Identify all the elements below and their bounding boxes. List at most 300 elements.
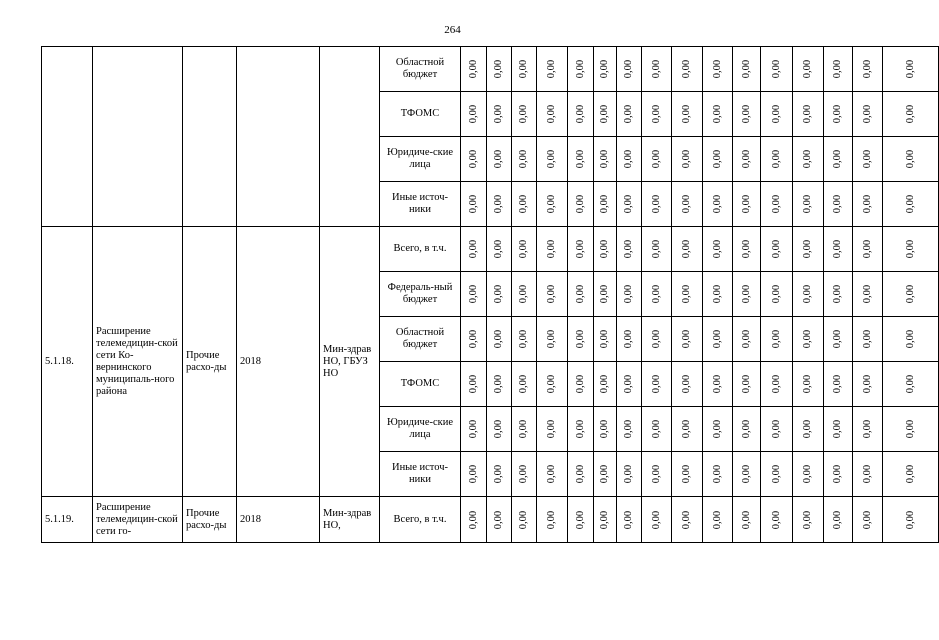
amount-value: 0,00 — [681, 239, 692, 259]
executor-empty — [320, 47, 380, 227]
amount-cell — [487, 272, 512, 317]
amount-cell — [594, 362, 617, 407]
amount-value: 0,00 — [770, 464, 782, 484]
amount-value: 0,00 — [599, 149, 610, 169]
table-row — [42, 227, 939, 272]
amount-cell — [461, 92, 487, 137]
amount-value: 0,00 — [802, 374, 813, 394]
amount-cell — [853, 47, 883, 92]
amount-value: 0,00 — [518, 374, 529, 394]
amount-value: 0,00 — [623, 194, 634, 214]
item-code: 5.1.18. — [42, 227, 93, 497]
amount-value: 0,00 — [861, 374, 873, 394]
amount-value: 0,00 — [904, 510, 916, 529]
amount-cell — [733, 47, 761, 92]
amount-value: 0,00 — [650, 149, 662, 169]
funding-source: Иные источ-ники — [380, 452, 461, 497]
amount-cell — [461, 497, 487, 543]
amount-cell — [703, 137, 733, 182]
amount-value: 0,00 — [832, 329, 843, 349]
amount-value: 0,00 — [711, 419, 723, 439]
amount-value: 0,00 — [467, 510, 479, 529]
amount-value: 0,00 — [574, 59, 586, 79]
amount-cell — [733, 407, 761, 452]
amount-value: 0,00 — [861, 510, 873, 529]
amount-value: 0,00 — [740, 510, 752, 529]
amount-cell — [793, 362, 824, 407]
amount-cell — [793, 182, 824, 227]
amount-cell — [594, 452, 617, 497]
amount-value: 0,00 — [711, 149, 723, 169]
amount-cell — [617, 92, 642, 137]
amount-cell — [824, 407, 853, 452]
amount-value: 0,00 — [802, 239, 813, 259]
amount-value: 0,00 — [467, 239, 479, 259]
amount-value: 0,00 — [518, 329, 529, 349]
amount-cell — [824, 272, 853, 317]
amount-cell — [883, 317, 939, 362]
amount-value: 0,00 — [546, 374, 557, 394]
amount-value: 0,00 — [650, 419, 662, 439]
amount-cell — [761, 407, 793, 452]
amount-value: 0,00 — [467, 149, 479, 169]
amount-value: 0,00 — [546, 464, 557, 484]
amount-cell — [672, 452, 703, 497]
amount-cell — [793, 47, 824, 92]
amount-value: 0,00 — [802, 104, 813, 124]
amount-value: 0,00 — [832, 194, 843, 214]
amount-value: 0,00 — [904, 284, 916, 304]
amount-value: 0,00 — [546, 239, 557, 259]
amount-value: 0,00 — [681, 464, 692, 484]
item-code: 5.1.19. — [42, 497, 93, 543]
budget-table — [41, 46, 939, 543]
amount-value: 0,00 — [711, 284, 723, 304]
amount-value: 0,00 — [650, 59, 662, 79]
amount-cell — [568, 407, 594, 452]
amount-value: 0,00 — [546, 149, 557, 169]
amount-cell — [594, 272, 617, 317]
amount-value: 0,00 — [599, 329, 610, 349]
funding-source: Областной бюджет — [380, 317, 461, 362]
amount-value: 0,00 — [650, 239, 662, 259]
amount-cell — [594, 182, 617, 227]
amount-cell — [487, 497, 512, 543]
amount-value: 0,00 — [832, 104, 843, 124]
amount-value: 0,00 — [740, 284, 752, 304]
amount-value: 0,00 — [832, 374, 843, 394]
amount-cell — [824, 227, 853, 272]
amount-cell — [793, 92, 824, 137]
amount-cell — [761, 272, 793, 317]
amount-cell — [883, 362, 939, 407]
amount-cell — [824, 182, 853, 227]
amount-cell — [461, 452, 487, 497]
amount-cell — [461, 317, 487, 362]
amount-value: 0,00 — [681, 104, 692, 124]
amount-cell — [703, 47, 733, 92]
amount-value: 0,00 — [493, 59, 504, 79]
amount-value: 0,00 — [740, 419, 752, 439]
amount-value: 0,00 — [770, 510, 782, 529]
amount-cell — [568, 137, 594, 182]
amount-cell — [824, 362, 853, 407]
amount-value: 0,00 — [574, 194, 586, 214]
amount-value: 0,00 — [546, 510, 557, 529]
amount-cell — [537, 272, 568, 317]
amount-value: 0,00 — [711, 239, 723, 259]
amount-cell — [703, 317, 733, 362]
amount-value: 0,00 — [546, 419, 557, 439]
amount-cell — [487, 47, 512, 92]
amount-value: 0,00 — [770, 284, 782, 304]
amount-cell — [537, 227, 568, 272]
amount-cell — [461, 182, 487, 227]
amount-cell — [853, 317, 883, 362]
amount-value: 0,00 — [802, 510, 813, 529]
amount-value: 0,00 — [623, 510, 634, 529]
amount-value: 0,00 — [599, 510, 610, 529]
amount-value: 0,00 — [832, 510, 843, 529]
amount-value: 0,00 — [518, 464, 529, 484]
amount-cell — [537, 452, 568, 497]
amount-cell — [512, 317, 537, 362]
amount-value: 0,00 — [832, 284, 843, 304]
amount-cell — [883, 407, 939, 452]
amount-value: 0,00 — [574, 149, 586, 169]
amount-cell — [537, 47, 568, 92]
amount-cell — [672, 272, 703, 317]
amount-value: 0,00 — [467, 329, 479, 349]
amount-cell — [487, 452, 512, 497]
amount-value: 0,00 — [711, 464, 723, 484]
amount-value: 0,00 — [904, 329, 916, 349]
amount-cell — [883, 452, 939, 497]
amount-cell — [487, 227, 512, 272]
amount-value: 0,00 — [861, 464, 873, 484]
amount-cell — [617, 272, 642, 317]
amount-cell — [761, 47, 793, 92]
amount-cell — [853, 362, 883, 407]
amount-value: 0,00 — [599, 239, 610, 259]
amount-value: 0,00 — [493, 194, 504, 214]
amount-value: 0,00 — [904, 464, 916, 484]
amount-value: 0,00 — [574, 284, 586, 304]
amount-value: 0,00 — [681, 284, 692, 304]
amount-cell — [642, 497, 672, 543]
amount-value: 0,00 — [740, 59, 752, 79]
amount-cell — [703, 452, 733, 497]
amount-value: 0,00 — [518, 104, 529, 124]
amount-value: 0,00 — [623, 149, 634, 169]
amount-value: 0,00 — [770, 59, 782, 79]
amount-cell — [568, 227, 594, 272]
amount-value: 0,00 — [861, 194, 873, 214]
funding-source: ТФОМС — [380, 92, 461, 137]
amount-value: 0,00 — [467, 59, 479, 79]
amount-cell — [487, 92, 512, 137]
amount-cell — [733, 272, 761, 317]
amount-cell — [733, 452, 761, 497]
year: 2018 — [237, 227, 320, 497]
amount-cell — [703, 272, 733, 317]
amount-cell — [537, 407, 568, 452]
amount-cell — [733, 317, 761, 362]
funding-source: Иные источ-ники — [380, 182, 461, 227]
amount-cell — [793, 497, 824, 543]
amount-value: 0,00 — [681, 149, 692, 169]
amount-cell — [594, 92, 617, 137]
table-row — [42, 47, 939, 92]
amount-cell — [642, 47, 672, 92]
amount-value: 0,00 — [740, 329, 752, 349]
amount-value: 0,00 — [518, 59, 529, 79]
amount-value: 0,00 — [518, 194, 529, 214]
amount-value: 0,00 — [650, 284, 662, 304]
amount-cell — [672, 137, 703, 182]
amount-value: 0,00 — [599, 419, 610, 439]
amount-cell — [568, 452, 594, 497]
amount-cell — [512, 452, 537, 497]
amount-cell — [853, 182, 883, 227]
amount-cell — [512, 497, 537, 543]
amount-value: 0,00 — [802, 419, 813, 439]
item-code-empty — [42, 47, 93, 227]
amount-value: 0,00 — [681, 419, 692, 439]
amount-cell — [487, 137, 512, 182]
amount-value: 0,00 — [681, 374, 692, 394]
amount-value: 0,00 — [599, 194, 610, 214]
amount-cell — [487, 182, 512, 227]
amount-cell — [537, 92, 568, 137]
amount-value: 0,00 — [861, 239, 873, 259]
amount-value: 0,00 — [770, 419, 782, 439]
amount-cell — [761, 497, 793, 543]
funding-source: Юридиче-ские лица — [380, 407, 461, 452]
amount-value: 0,00 — [467, 194, 479, 214]
amount-cell — [568, 362, 594, 407]
amount-cell — [853, 227, 883, 272]
amount-value: 0,00 — [650, 329, 662, 349]
amount-cell — [793, 407, 824, 452]
amount-cell — [761, 317, 793, 362]
funding-source: ТФОМС — [380, 362, 461, 407]
amount-value: 0,00 — [623, 284, 634, 304]
amount-cell — [461, 137, 487, 182]
amount-value: 0,00 — [770, 194, 782, 214]
amount-value: 0,00 — [493, 374, 504, 394]
amount-value: 0,00 — [832, 464, 843, 484]
amount-cell — [853, 407, 883, 452]
amount-cell — [568, 47, 594, 92]
amount-cell — [512, 47, 537, 92]
amount-cell — [703, 407, 733, 452]
amount-value: 0,00 — [832, 419, 843, 439]
amount-cell — [853, 92, 883, 137]
amount-value: 0,00 — [861, 284, 873, 304]
amount-value: 0,00 — [599, 104, 610, 124]
amount-value: 0,00 — [623, 419, 634, 439]
amount-cell — [512, 272, 537, 317]
funding-source: Всего, в т.ч. — [380, 497, 461, 543]
item-name-empty — [93, 47, 183, 227]
amount-value: 0,00 — [904, 374, 916, 394]
amount-cell — [733, 182, 761, 227]
amount-value: 0,00 — [623, 239, 634, 259]
amount-cell — [672, 362, 703, 407]
amount-value: 0,00 — [770, 329, 782, 349]
amount-cell — [824, 137, 853, 182]
amount-cell — [568, 317, 594, 362]
amount-cell — [703, 92, 733, 137]
amount-value: 0,00 — [740, 149, 752, 169]
amount-cell — [672, 227, 703, 272]
amount-cell — [733, 137, 761, 182]
amount-cell — [883, 47, 939, 92]
amount-cell — [568, 272, 594, 317]
amount-value: 0,00 — [650, 510, 662, 529]
amount-value: 0,00 — [467, 104, 479, 124]
amount-value: 0,00 — [740, 464, 752, 484]
amount-cell — [883, 182, 939, 227]
amount-value: 0,00 — [802, 284, 813, 304]
amount-cell — [672, 497, 703, 543]
amount-cell — [672, 92, 703, 137]
amount-cell — [761, 92, 793, 137]
amount-value: 0,00 — [904, 149, 916, 169]
amount-value: 0,00 — [861, 419, 873, 439]
amount-cell — [642, 317, 672, 362]
amount-value: 0,00 — [599, 59, 610, 79]
amount-value: 0,00 — [467, 464, 479, 484]
amount-value: 0,00 — [623, 329, 634, 349]
amount-value: 0,00 — [574, 239, 586, 259]
amount-cell — [461, 362, 487, 407]
amount-value: 0,00 — [623, 59, 634, 79]
amount-value: 0,00 — [467, 374, 479, 394]
amount-cell — [824, 497, 853, 543]
amount-cell — [793, 137, 824, 182]
amount-cell — [512, 362, 537, 407]
amount-cell — [594, 497, 617, 543]
amount-cell — [853, 452, 883, 497]
amount-value: 0,00 — [518, 419, 529, 439]
table-row — [42, 497, 939, 543]
amount-cell — [672, 47, 703, 92]
amount-cell — [617, 452, 642, 497]
amount-value: 0,00 — [493, 510, 504, 529]
amount-value: 0,00 — [770, 239, 782, 259]
amount-cell — [461, 47, 487, 92]
amount-cell — [642, 452, 672, 497]
amount-value: 0,00 — [518, 239, 529, 259]
funding-source: Юридиче-ские лица — [380, 137, 461, 182]
amount-value: 0,00 — [493, 419, 504, 439]
amount-value: 0,00 — [711, 374, 723, 394]
page-number: 264 — [444, 24, 461, 36]
amount-cell — [883, 272, 939, 317]
amount-value: 0,00 — [493, 239, 504, 259]
amount-value: 0,00 — [711, 329, 723, 349]
amount-cell — [703, 497, 733, 543]
amount-value: 0,00 — [493, 104, 504, 124]
amount-value: 0,00 — [740, 104, 752, 124]
amount-cell — [461, 227, 487, 272]
amount-value: 0,00 — [904, 239, 916, 259]
amount-cell — [883, 227, 939, 272]
amount-value: 0,00 — [802, 149, 813, 169]
amount-cell — [512, 137, 537, 182]
expense-type: Прочие расхо-ды — [183, 497, 237, 543]
amount-value: 0,00 — [681, 59, 692, 79]
amount-value: 0,00 — [518, 510, 529, 529]
amount-cell — [703, 362, 733, 407]
funding-source: Федераль-ный бюджет — [380, 272, 461, 317]
amount-cell — [537, 362, 568, 407]
amount-cell — [733, 92, 761, 137]
year: 2018 — [237, 497, 320, 543]
amount-value: 0,00 — [599, 284, 610, 304]
funding-source: Всего, в т.ч. — [380, 227, 461, 272]
amount-cell — [793, 227, 824, 272]
amount-cell — [568, 182, 594, 227]
amount-value: 0,00 — [904, 104, 916, 124]
item-name: Расширение телемедицин-ской сети го- — [93, 497, 183, 543]
amount-cell — [642, 182, 672, 227]
amount-cell — [642, 92, 672, 137]
amount-cell — [824, 47, 853, 92]
amount-cell — [461, 272, 487, 317]
amount-value: 0,00 — [546, 104, 557, 124]
amount-value: 0,00 — [546, 329, 557, 349]
amount-value: 0,00 — [518, 284, 529, 304]
amount-cell — [594, 407, 617, 452]
amount-cell — [617, 137, 642, 182]
expense-type: Прочие расхо-ды — [183, 227, 237, 497]
amount-value: 0,00 — [650, 374, 662, 394]
amount-cell — [793, 317, 824, 362]
amount-cell — [568, 497, 594, 543]
amount-cell — [824, 452, 853, 497]
amount-value: 0,00 — [599, 374, 610, 394]
amount-value: 0,00 — [681, 194, 692, 214]
amount-value: 0,00 — [711, 104, 723, 124]
amount-cell — [761, 452, 793, 497]
amount-cell — [883, 137, 939, 182]
amount-cell — [733, 362, 761, 407]
amount-cell — [512, 92, 537, 137]
amount-cell — [733, 497, 761, 543]
amount-cell — [883, 497, 939, 543]
amount-cell — [793, 272, 824, 317]
amount-value: 0,00 — [467, 419, 479, 439]
amount-value: 0,00 — [574, 510, 586, 529]
amount-cell — [793, 452, 824, 497]
amount-value: 0,00 — [770, 374, 782, 394]
amount-cell — [594, 47, 617, 92]
amount-value: 0,00 — [493, 284, 504, 304]
amount-cell — [537, 137, 568, 182]
item-name: Расширение телемедицин-ской сети Ко-вернинского муниципаль-ного района — [93, 227, 183, 497]
amount-value: 0,00 — [740, 374, 752, 394]
amount-cell — [642, 137, 672, 182]
amount-cell — [703, 227, 733, 272]
amount-value: 0,00 — [650, 194, 662, 214]
amount-value: 0,00 — [599, 464, 610, 484]
amount-value: 0,00 — [546, 194, 557, 214]
amount-value: 0,00 — [681, 329, 692, 349]
amount-value: 0,00 — [861, 59, 873, 79]
